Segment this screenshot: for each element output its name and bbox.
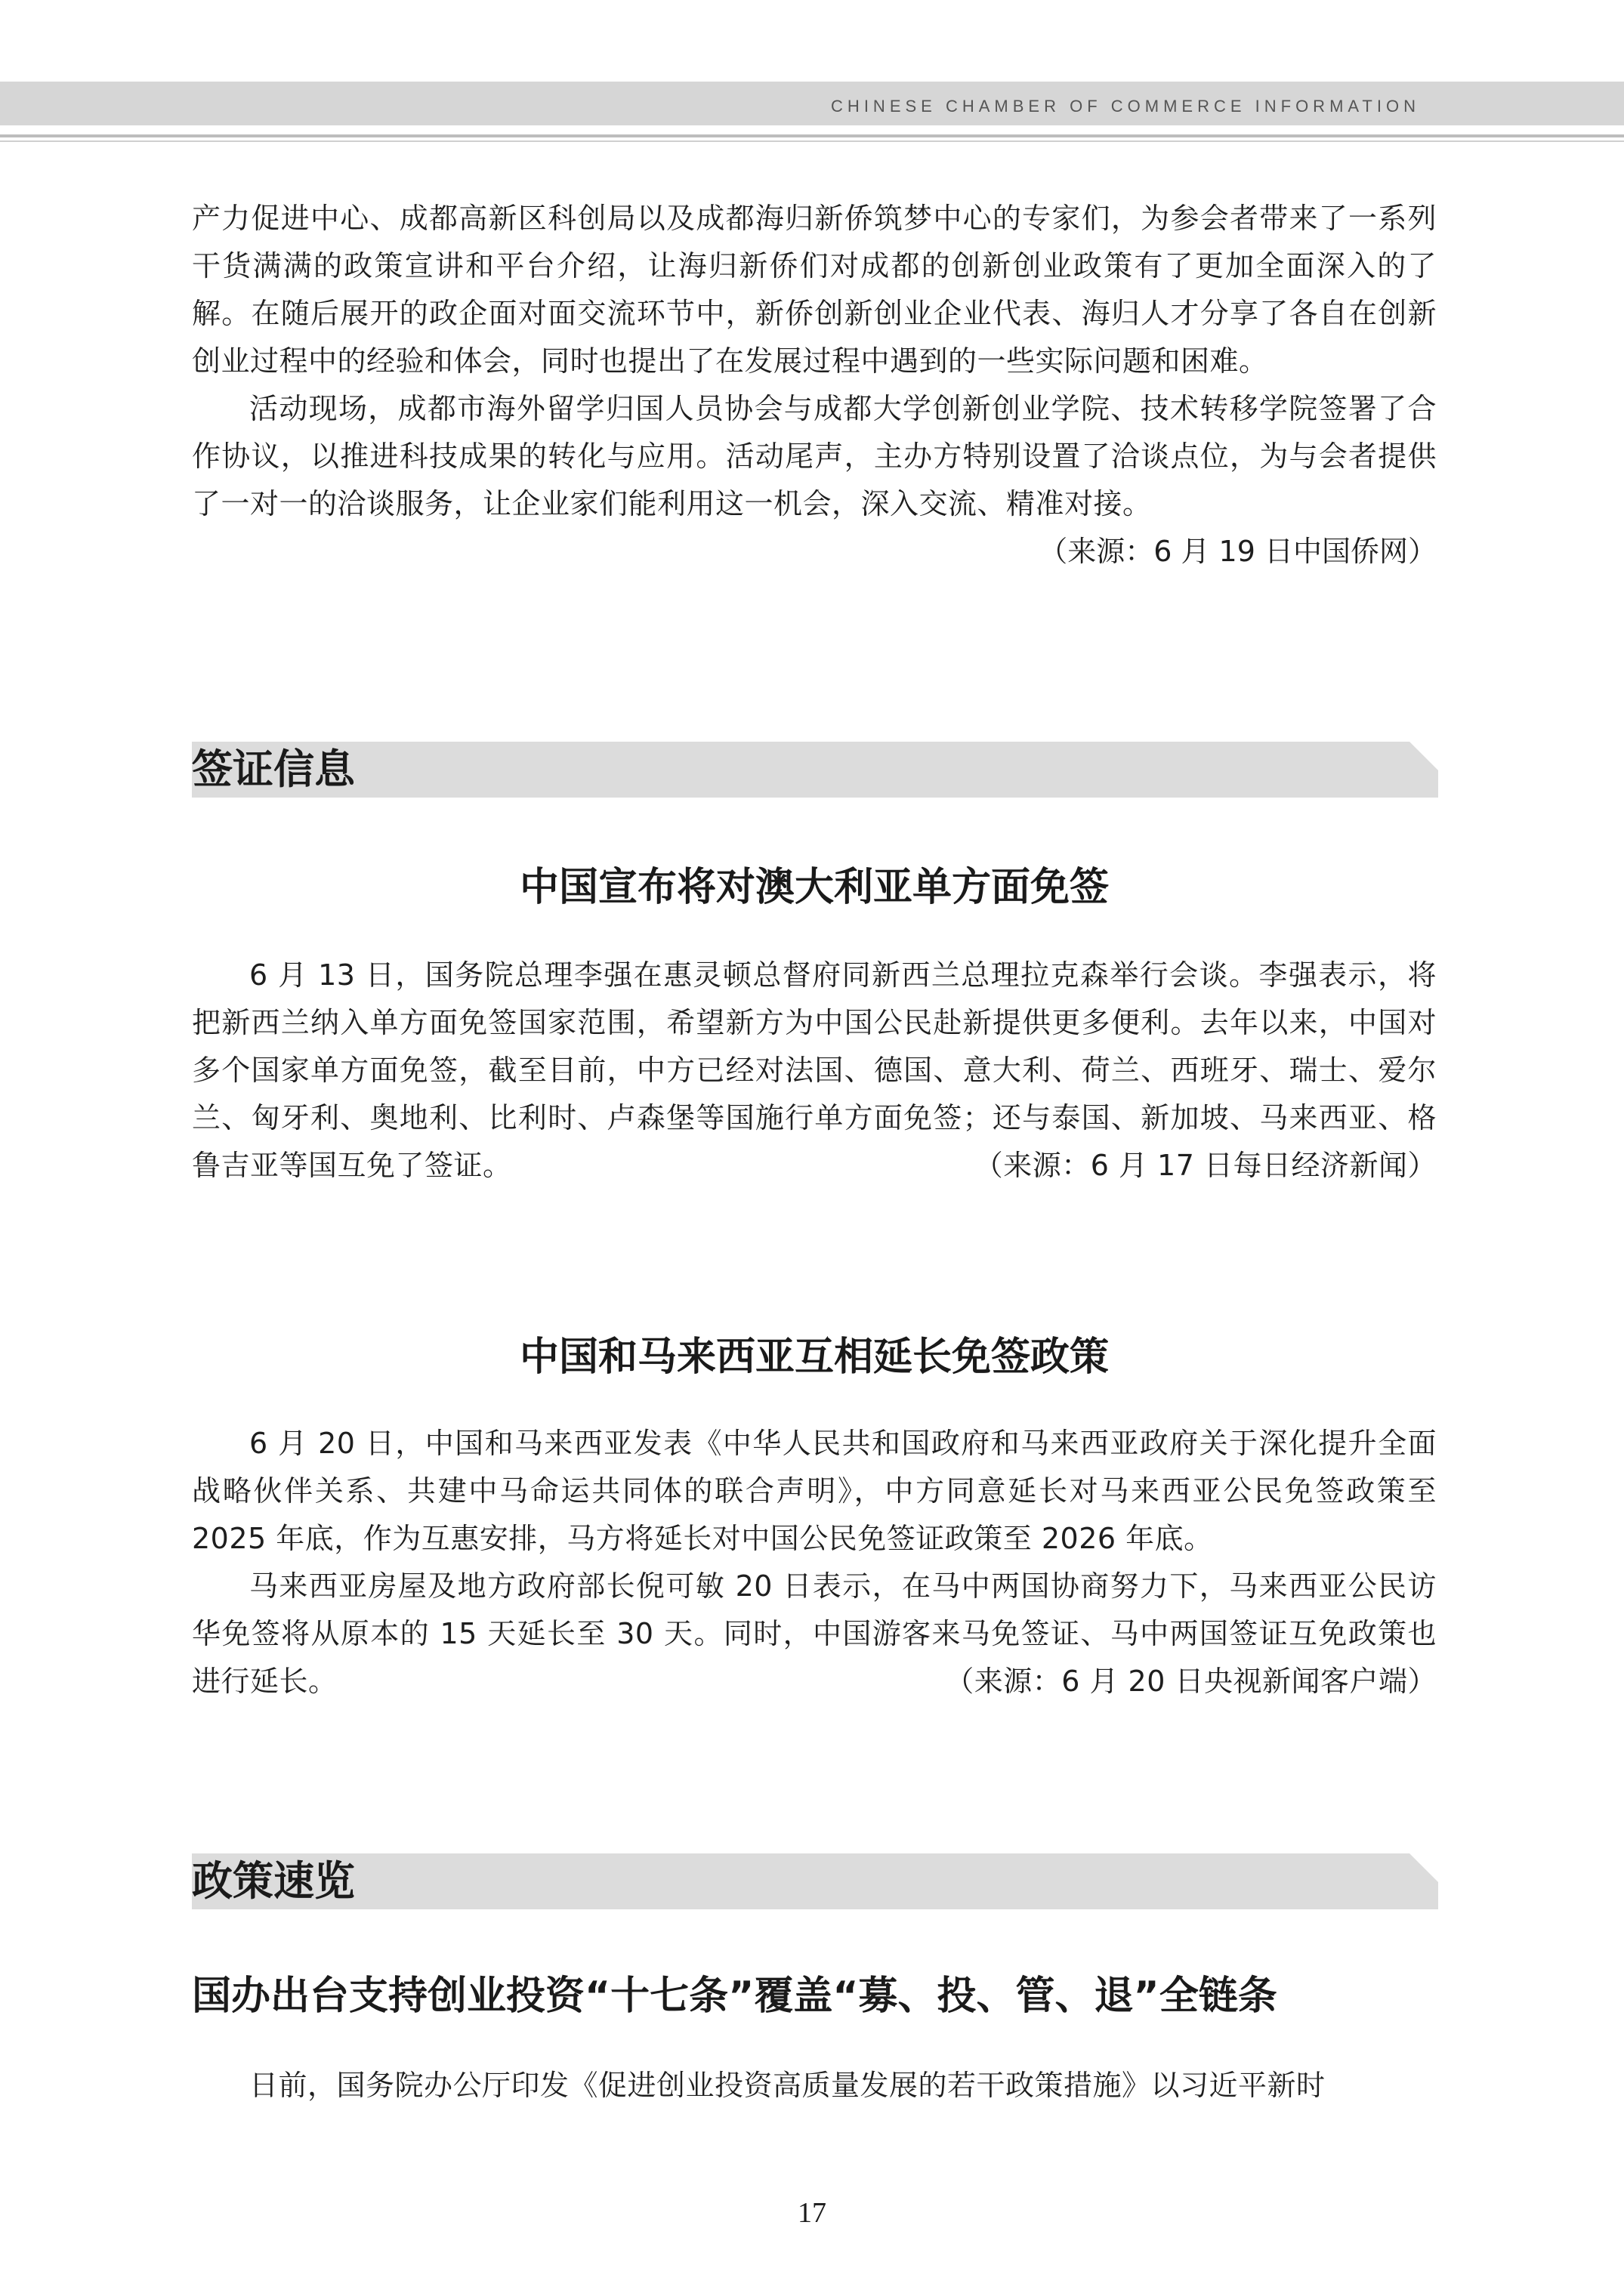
page-number: 17: [798, 2197, 826, 2229]
article-source-australia: （来源：6 月 17 日每日经济新闻）: [974, 1149, 1437, 1182]
article-title-malaysia: 中国和马来西亚互相延长免签政策: [519, 1335, 1109, 1380]
intro-paragraph-1: 产力促进中心、成都高新区科创局以及成都海归新侨筑梦中心的专家们，为参会者带来了一系列干货满满的政策宣讲和平台介绍，让海归新侨们对成都的创新创业政策有了更加全面深入的了解。在随后展开的政企面对面交流环节中，新侨创新创业企业代表、海归人才分享了各自在创新创业过程中的经验和体会，同时也提出了在发展过程中遇到的一些实际问题和困难。: [192, 202, 1437, 378]
header-divider: [0, 134, 1624, 137]
header-divider-thin: [0, 140, 1624, 142]
article-text-malaysia-2: 马来西亚房屋及地方政府部长倪可敏 20 日表示，在马中两国协商努力下，马来西亚公民访华免签将从原本的 15 天延长至 30 天。同时，中国游客来马免签证、马中两国签证互免政策也进行延长。: [192, 1569, 1437, 1698]
article-title-investment: 国办出台支持创业投资“十七条”覆盖“募、投、管、退”全链条: [192, 1974, 1277, 2019]
article-body-australia: [192, 952, 1437, 1190]
article-source-malaysia: （来源：6 月 20 日央视新闻客户端）: [945, 1665, 1437, 1698]
article-paragraph-malaysia-2: [192, 1563, 1437, 1705]
intro-paragraph-2: 活动现场，成都市海外留学归国人员协会与成都大学创新创业学院、技术转移学院签署了合作协议，以推进科技成果的转化与应用。活动尾声，主办方特别设置了洽谈点位，为与会者提供了一对一的洽谈服务，让企业家们能利用这一机会，深入交流、精准对接。: [192, 392, 1437, 520]
header-publication-name: CHINESE CHAMBER OF COMMERCE INFORMATION: [831, 97, 1420, 116]
section-bar-shape: [192, 742, 1438, 798]
section-title-policy: 政策速览: [192, 1856, 355, 1905]
article-paragraph-malaysia-1: 6 月 20 日，中国和马来西亚发表《中华人民共和国政府和马来西亚政府关于深化提升全面战略伙伴关系、共建中马命运共同体的联合声明》，中方同意延长对马来西亚公民免签政策至 2025 年底，作为互惠安排，马方将延长对中国公民免签证政策至 2026 年底。: [192, 1427, 1437, 1555]
article-text-australia: 6 月 13 日，国务院总理李强在惠灵顿总督府同新西兰总理拉克森举行会谈。李强表示，将把新西兰纳入单方面免签国家范围，希望新方为中国公民赴新提供更多便利。去年以来，中国对多个国家单方面免签，截至目前，中方已经对法国、德国、意大利、荷兰、西班牙、瑞士、爱尔兰、匈牙利、奥地利、比利时、卢森堡等国施行单方面免签；还与泰国、新加坡、马来西亚、格鲁吉亚等国互免了签证。: [192, 958, 1437, 1182]
intro-block: [192, 195, 1437, 576]
article-body-investment: [192, 2062, 1437, 2109]
section-bar-policy: [192, 1853, 1438, 1909]
article-paragraph-investment: 日前，国务院办公厅印发《促进创业投资高质量发展的若干政策措施》以习近平新时: [249, 2069, 1326, 2102]
section-bar-shape: [192, 1853, 1438, 1909]
section-bar-visa: [192, 742, 1438, 798]
article-paragraph-australia: [192, 952, 1437, 1190]
article-title-australia: 中国宣布将对澳大利亚单方面免签: [519, 865, 1109, 910]
article-body-malaysia: [192, 1420, 1437, 1705]
intro-source: （来源：6 月 19 日中国侨网）: [1039, 535, 1437, 568]
section-title-visa: 签证信息: [192, 745, 355, 793]
